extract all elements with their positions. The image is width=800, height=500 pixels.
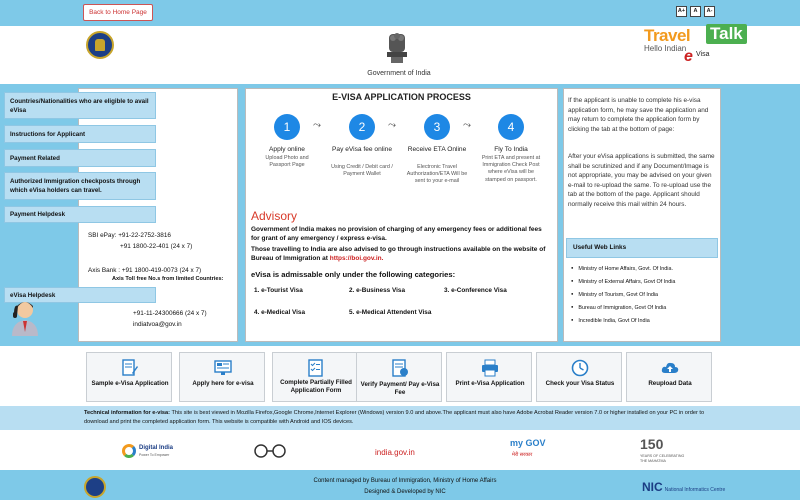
- india-gov-logo[interactable]: india.gov.in: [375, 448, 415, 457]
- step-4-desc: Print ETA and present at Immigration Check Post where eVisa will be stamped on passport.: [481, 155, 541, 183]
- axis-tollfree-note: Axis Toll free No.s from limited Countries:: [112, 276, 224, 282]
- printer-icon: [481, 359, 499, 377]
- helpdesk-phone: +91-11-24300666 (24 x 7): [133, 310, 207, 317]
- step-1-circle: 1: [274, 114, 300, 140]
- save-application-info: If the applicant is unable to complete his e-visa application form, he may save the application and may return to complete the application form by clicking the tab at the bottom of page:: [568, 97, 709, 133]
- reupload-data-button[interactable]: [626, 352, 712, 402]
- step-4-circle: 4: [498, 114, 524, 140]
- arrow-icon: ⤳: [388, 120, 396, 131]
- boi-link[interactable]: https://boi.gov.in.: [329, 255, 384, 262]
- print-application-button[interactable]: [446, 352, 532, 402]
- monitor-icon: [214, 359, 232, 377]
- technical-info: [0, 406, 800, 430]
- digital-india-label: Digital India: [139, 445, 174, 451]
- advisory-line-2: [251, 245, 551, 263]
- useful-web-links-heading: Useful Web Links: [566, 238, 718, 258]
- reupload-info: After your eVisa applications is submitted, the same shall be scrutinized and if any Document/Image is not appropriate, you may be advised on your given e-mail to re-upload the same. To re-upload use the tab at the bottom of the page. Applicant should normally receive this mail within 24 hours.: [568, 153, 715, 208]
- helpdesk-email[interactable]: indiatvoa@gov.in: [133, 321, 182, 328]
- digital-india-sub: Power To Empower: [139, 453, 170, 457]
- advisory-line-1: Government of India makes no provision of charging of any emergency fees or additional fees for grant of any emergency / express e-visa.: [251, 226, 542, 242]
- web-link-item[interactable]: ● Bureau of Immigration, Govt Of India: [571, 305, 666, 311]
- arrow-icon: ⤳: [463, 120, 471, 131]
- nic-sub: National Informatics Centre: [664, 487, 726, 493]
- sample-application-button[interactable]: [86, 352, 172, 402]
- web-link-item[interactable]: ● Incredible India, Govt Of India: [571, 318, 650, 324]
- brand-visa: Visa: [696, 51, 710, 58]
- web-link-item[interactable]: ● Ministry of External Affairs, Govt Of India: [571, 279, 675, 285]
- step-2-circle: 2: [349, 114, 375, 140]
- mygov-logo[interactable]: my GOV: [510, 438, 546, 448]
- sample-application-label: Sample e-Visa Application: [91, 380, 169, 387]
- technical-info-text: This site is best viewed in Mozilla Firefox,Google Chrome,Internet Explorer (Windows) version 9.0 and above.The applicant must also have Adobe Acrobat Reader version 7.0 or higher installed on your PC in order to download and print the completed application form. This website is compatible with Android and IOS devices.: [84, 410, 705, 425]
- check-visa-status-button[interactable]: [536, 352, 622, 402]
- swachh-bharat-logo[interactable]: [250, 444, 290, 458]
- nic-label: NIC: [642, 480, 663, 494]
- step-3-title: Receive ETA Online: [407, 146, 467, 153]
- cloud-upload-icon: [661, 359, 679, 377]
- categories-heading: eVisa is admissable only under the following categories:: [251, 270, 456, 279]
- web-link-item[interactable]: ● Ministry of Home Affairs, Govt. Of India.: [571, 266, 673, 272]
- brand-part2: Talk: [706, 24, 747, 44]
- category-item: 2. e-Business Visa: [349, 287, 406, 294]
- helpdesk-avatar-icon: [10, 298, 40, 336]
- back-to-home-button[interactable]: Back to Home Page: [83, 4, 153, 21]
- sbi-epay-phone-2: +91 1800-22-401 (24 x 7): [120, 243, 193, 250]
- apply-evisa-label: Apply here for e-visa: [192, 380, 254, 387]
- government-of-india-label: Government of India: [367, 70, 431, 77]
- step-1-title: Apply online: [269, 146, 305, 153]
- footer-emblem-logo: [84, 476, 106, 498]
- bureau-emblem-logo: [86, 31, 114, 59]
- partner-logos: [0, 430, 800, 470]
- font-increase-button[interactable]: A+: [676, 6, 687, 17]
- axis-bank-phone: Axis Bank : +91 1800-419-0073 (24 x 7): [88, 267, 202, 274]
- step-1-desc: Upload Photo and Passport Page: [265, 155, 309, 169]
- process-title: E-VISA APPLICATION PROCESS: [332, 92, 471, 102]
- mygov-sub: मेरी सरकार: [512, 452, 533, 458]
- gandhi-150-logo[interactable]: 150: [640, 436, 664, 452]
- step-3-desc: Electronic Travel Authorization/ETA Will be sent to your e-mail: [406, 164, 468, 185]
- sbi-epay-phone: SBI ePay: +91-22-2752-3816: [88, 232, 171, 239]
- brand-tagline: Hello Indian: [644, 44, 687, 53]
- digital-india-logo[interactable]: [122, 442, 172, 464]
- font-decrease-button[interactable]: A-: [704, 6, 715, 17]
- complete-partial-form-label: Complete Partially Filled Application Form: [280, 379, 352, 394]
- travel-talk-logo: [644, 26, 768, 74]
- payment-document-icon: [391, 359, 409, 377]
- advisory-line-2-text: Those travelling to India are also advised to go through instructions available on the website of Bureau of Immigration at: [251, 246, 546, 262]
- advisory-heading: Advisory: [251, 209, 298, 223]
- reupload-data-label: Reupload Data: [648, 380, 692, 387]
- category-item: 3. e-Conference Visa: [444, 287, 507, 294]
- apply-evisa-button[interactable]: [179, 352, 265, 402]
- category-item: 4. e-Medical Visa: [254, 309, 306, 316]
- complete-partial-form-button[interactable]: [272, 352, 358, 402]
- document-pencil-icon: [121, 359, 139, 377]
- ashoka-emblem-logo: [384, 30, 410, 66]
- step-2-title: Pay eVisa fee online: [332, 146, 392, 153]
- checklist-icon: [307, 359, 325, 377]
- nic-logo[interactable]: [642, 480, 725, 494]
- clock-icon: [571, 359, 589, 377]
- menu-evisa-helpdesk[interactable]: eVisa Helpdesk: [4, 287, 156, 303]
- gandhi-150-sub: YEARS OF CELEBRATING THE MAHATMA: [640, 454, 685, 463]
- technical-info-label: Technical information for e-visa:: [84, 410, 170, 416]
- web-link-item[interactable]: ● Ministry of Tourism, Govt Of India: [571, 292, 658, 298]
- step-2-desc: Using Credit / Debit card / Payment Wallet: [331, 164, 393, 178]
- footer-content-managed: Content managed by Bureau of Immigration, Ministry of Home Affairs: [313, 478, 497, 484]
- category-item: 5. e-Medical Attendent Visa: [349, 309, 432, 316]
- verify-payment-label: Verify Payment/ Pay e-Visa Fee: [360, 381, 440, 396]
- category-item: 1. e-Tourist Visa: [254, 287, 303, 294]
- menu-instructions[interactable]: Instructions for Applicant: [4, 125, 156, 143]
- arrow-icon: ⤳: [313, 120, 321, 131]
- verify-payment-button[interactable]: [356, 352, 442, 402]
- menu-payment-helpdesk[interactable]: Payment Helpdesk: [4, 206, 156, 223]
- check-visa-status-label: Check your Visa Status: [545, 380, 615, 387]
- footer-designed-by: Designed & Developed by NIC: [364, 489, 446, 495]
- menu-authorized-checkposts[interactable]: Authorized Immigration checkposts through which eVisa holders can travel.: [4, 172, 156, 200]
- print-application-label: Print e-Visa Application: [455, 380, 525, 387]
- step-3-circle: 3: [424, 114, 450, 140]
- menu-payment-related[interactable]: Payment Related: [4, 149, 156, 167]
- menu-eligible-countries[interactable]: Countries/Nationalities who are eligible to avail eVisa: [4, 92, 156, 119]
- brand-part1: Travel: [644, 26, 691, 45]
- step-4-title: Fly To India: [494, 146, 528, 153]
- font-normal-button[interactable]: A: [690, 6, 701, 17]
- brand-e: e: [684, 48, 693, 65]
- font-size-controls: [676, 6, 715, 17]
